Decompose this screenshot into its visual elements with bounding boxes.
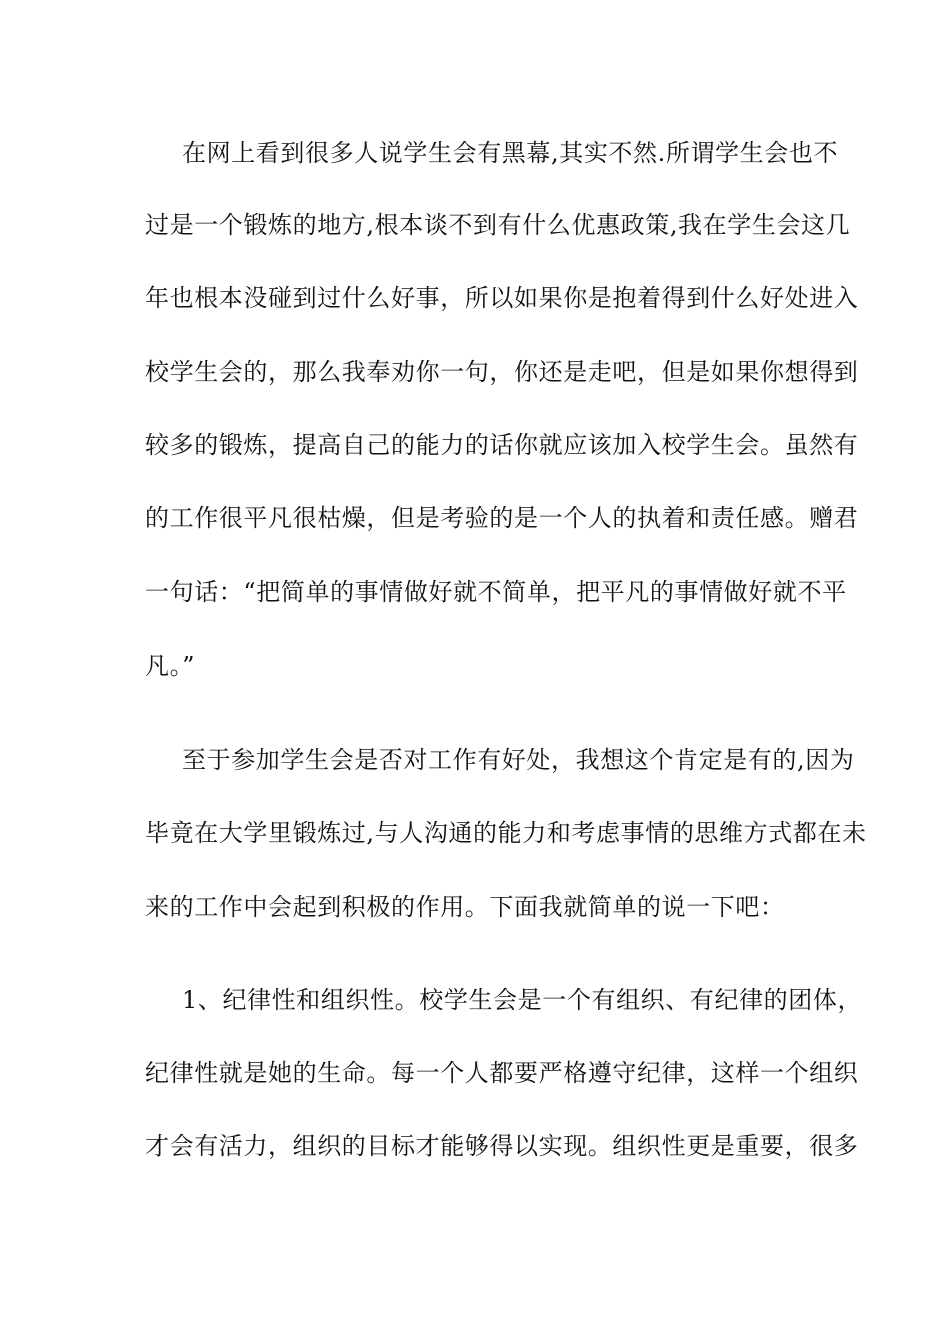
paragraph-2-line-3: 来的工作中会起到积极的作用。下面我就简单的说一下吧： bbox=[145, 893, 785, 921]
paragraph-3-line-1: 1、纪律性和组织性。校学生会是一个有组织、有纪律的团体， bbox=[182, 986, 863, 1014]
paragraph-1-line-8: 凡。” bbox=[145, 652, 196, 680]
paragraph-1-line-4: 校学生会的，那么我奉劝你一句，你还是走吧，但是如果你想得到 bbox=[145, 358, 859, 386]
paragraph-2-line-2: 毕竟在大学里锻炼过,与人沟通的能力和考虑事情的思维方式都在未 bbox=[145, 819, 867, 847]
paragraph-1-line-2: 过是一个锻炼的地方,根本谈不到有什么优惠政策,我在学生会这几 bbox=[145, 211, 851, 239]
paragraph-1-line-3: 年也根本没碰到过什么好事，所以如果你是抱着得到什么好处进入 bbox=[145, 284, 859, 312]
paragraph-3-line-2: 纪律性就是她的生命。每一个人都要严格遵守纪律，这样一个组织 bbox=[145, 1059, 859, 1087]
paragraph-3-line-3: 才会有活力，组织的目标才能够得以实现。组织性更是重要，很多 bbox=[145, 1132, 859, 1160]
paragraph-1-line-5: 较多的锻炼，提高自己的能力的话你就应该加入校学生会。虽然有 bbox=[145, 431, 859, 459]
paragraph-1-line-1: 在网上看到很多人说学生会有黑幕,其实不然.所谓学生会也不 bbox=[182, 139, 839, 167]
paragraph-2-line-1: 至于参加学生会是否对工作有好处，我想这个肯定是有的,因为 bbox=[182, 746, 855, 774]
paragraph-1-line-7: 一句话：“把简单的事情做好就不简单，把平凡的事情做好就不平 bbox=[145, 578, 847, 606]
paragraph-1-line-6: 的工作很平凡很枯燥，但是考验的是一个人的执着和责任感。赠君 bbox=[145, 504, 859, 532]
